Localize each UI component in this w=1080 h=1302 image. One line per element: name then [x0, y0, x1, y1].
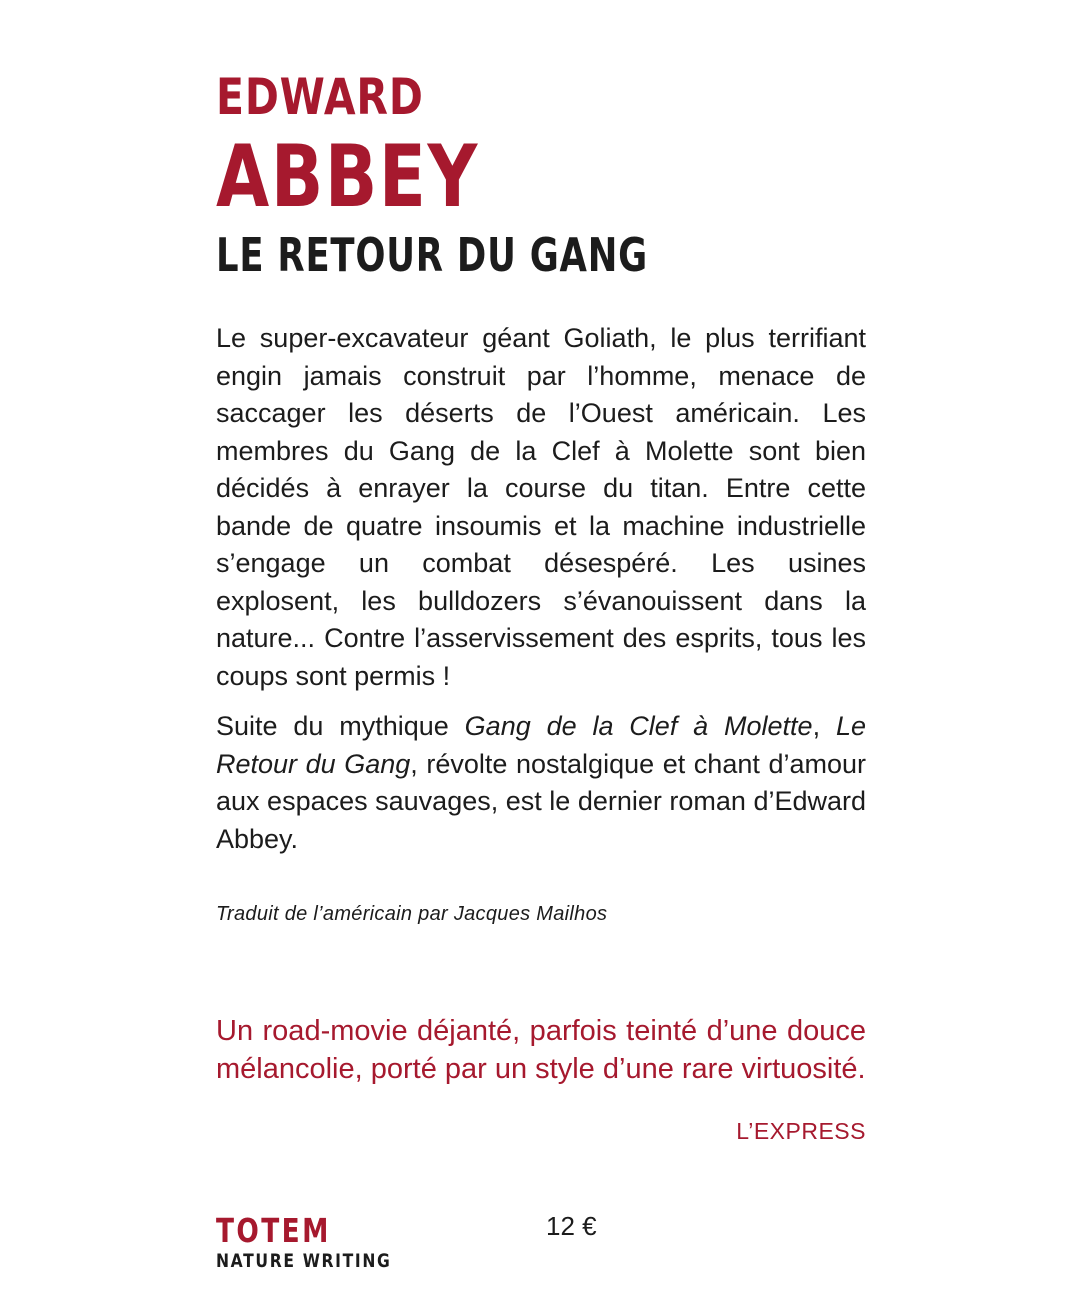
summary-text: ,: [812, 711, 836, 741]
author-first-name: EDWARD: [216, 68, 424, 126]
book-title: LE RETOUR DU GANG: [216, 228, 648, 282]
back-cover: [216, 0, 866, 1302]
review-quote: Un road-movie déjanté, parfois teinté d’une douce mélancolie, porté par un style d’une rare virtuosité.: [216, 1015, 866, 1085]
publisher-logo: TOTEM: [216, 1211, 331, 1250]
summary-text: , révolte nostalgique et chant d’amour aux espaces sauvages, est le dernier roman d’Edward Abbey.: [216, 748, 866, 854]
review-source: L’EXPRESS: [736, 1118, 866, 1144]
collection-name: NATURE WRITING: [216, 1250, 392, 1272]
summary-text: Suite du mythique: [216, 711, 465, 741]
author-last-name: ABBEY: [216, 127, 479, 227]
price: 12 €: [546, 1211, 597, 1241]
summary-paragraph: [216, 708, 866, 858]
book-reference: Gang de la Clef à Molette: [464, 711, 813, 741]
summary-paragraph: Le super-excavateur géant Goliath, le plus terrifiant engin jamais construit par l’homme, menace de saccager les déserts de l’Ouest américain. Les membres du Gang de la Clef à Molette sont bien décidés à enrayer la course du titan. Entre cette bande de quatre insoumis et la machine industrielle s’engage un combat désespéré. Les usines explosent, les bulldozers s’évanouissent dans la nature... Contre l’asservissement des esprits, tous les coups sont permis !: [216, 323, 866, 691]
summary: [216, 320, 866, 871]
translator-credit: Traduit de l’américain par Jacques Mailhos: [216, 903, 608, 925]
book-reference: Le Retour du Gang: [216, 711, 866, 779]
